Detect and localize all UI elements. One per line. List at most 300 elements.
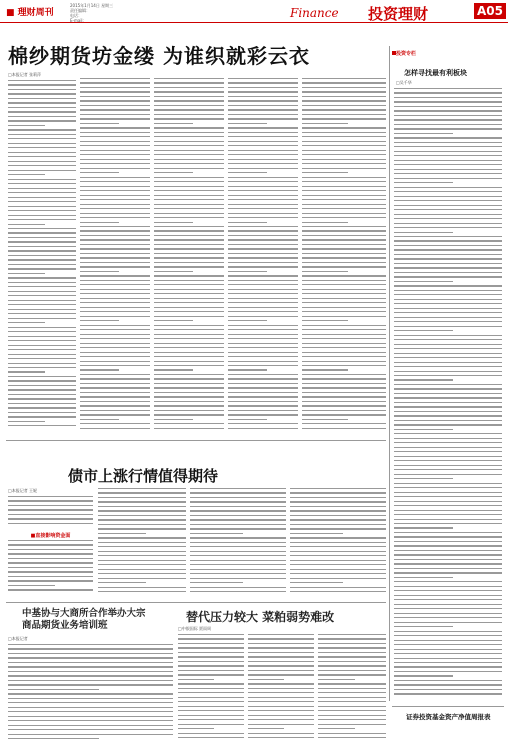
text-line <box>394 666 502 667</box>
text-line <box>8 286 76 287</box>
text-line <box>228 302 298 303</box>
text-line <box>228 428 298 429</box>
text-line <box>8 138 76 139</box>
text-line <box>394 384 502 385</box>
text-line <box>302 396 386 397</box>
text-line <box>8 304 76 305</box>
text-line <box>248 634 314 635</box>
text-line <box>228 316 298 317</box>
text-line <box>394 675 453 676</box>
text-line <box>190 542 286 543</box>
text-line <box>394 635 502 636</box>
text-line <box>394 406 502 407</box>
text-line <box>154 378 224 379</box>
text-line <box>302 378 386 379</box>
text-line <box>394 178 502 179</box>
text-line <box>302 123 348 124</box>
text-line <box>8 282 76 283</box>
text-line <box>228 141 298 142</box>
text-line <box>190 510 286 511</box>
text-line <box>98 501 186 502</box>
text-line <box>98 524 186 525</box>
text-line <box>80 271 119 272</box>
text-line <box>8 680 173 681</box>
text-line <box>178 647 244 648</box>
text-line <box>80 347 150 348</box>
text-line <box>98 492 186 493</box>
text-line <box>394 142 502 143</box>
text-line <box>394 653 502 654</box>
text-line <box>228 78 298 79</box>
text-line <box>154 159 224 160</box>
text-line <box>394 568 502 569</box>
text-line <box>190 582 243 583</box>
text-line <box>394 285 502 286</box>
text-line <box>318 652 386 653</box>
article2-author: □本报记者 王妮 <box>8 488 38 493</box>
text-line <box>302 172 348 173</box>
text-line <box>8 268 76 269</box>
text-line <box>290 582 343 583</box>
text-line <box>154 244 224 245</box>
email-line: E-mail： <box>70 18 87 23</box>
text-line <box>154 168 224 169</box>
text-line <box>302 352 386 353</box>
text-line <box>394 397 502 398</box>
text-line <box>98 546 186 547</box>
text-line <box>80 199 150 200</box>
text-line <box>394 110 502 111</box>
text-line <box>394 460 502 461</box>
text-line <box>8 412 76 413</box>
text-line <box>154 114 224 115</box>
text-line <box>154 199 224 200</box>
text-line <box>302 91 386 92</box>
text-line <box>302 168 386 169</box>
text-line <box>154 186 224 187</box>
text-line <box>8 224 45 225</box>
text-line <box>178 737 244 738</box>
text-line <box>290 519 386 520</box>
text-line <box>394 671 502 672</box>
text-line <box>248 724 314 725</box>
text-line <box>178 701 244 702</box>
text-line <box>394 119 502 120</box>
text-line <box>8 345 76 346</box>
text-line <box>80 257 150 258</box>
text-line <box>228 150 298 151</box>
text-line <box>394 581 502 582</box>
text-line <box>290 555 386 556</box>
text-line <box>8 179 76 180</box>
text-line <box>228 289 298 290</box>
text-line <box>394 218 502 219</box>
text-line <box>394 680 502 681</box>
text-line <box>154 204 224 205</box>
text-line <box>154 329 224 330</box>
text-line <box>154 127 224 128</box>
text-line <box>190 501 286 502</box>
text-line <box>302 369 348 370</box>
text-line <box>154 248 224 249</box>
text-line <box>394 631 502 632</box>
text-line <box>394 236 502 237</box>
text-line <box>394 550 502 551</box>
text-line <box>8 738 99 739</box>
text-line <box>178 679 214 680</box>
text-line <box>80 428 150 429</box>
text-line <box>394 388 502 389</box>
text-line <box>178 706 244 707</box>
text-line <box>248 701 314 702</box>
column-title: 怎样寻找最有利板块 <box>404 69 467 77</box>
text-line <box>98 533 146 534</box>
text-line <box>154 163 224 164</box>
text-line <box>80 293 150 294</box>
text-line <box>248 737 314 738</box>
text-line <box>290 488 386 489</box>
text-line <box>80 154 150 155</box>
text-line <box>248 656 314 657</box>
text-line <box>8 277 76 278</box>
text-line <box>228 338 298 339</box>
text-line <box>290 515 386 516</box>
text-line <box>394 501 502 502</box>
text-line <box>8 125 45 126</box>
text-line <box>154 150 224 151</box>
text-line <box>154 374 224 375</box>
text-line <box>228 239 298 240</box>
text-line <box>8 147 76 148</box>
text-line <box>394 599 502 600</box>
text-line <box>302 114 386 115</box>
text-line <box>8 210 76 211</box>
text-line <box>318 724 386 725</box>
text-line <box>178 719 244 720</box>
text-line <box>394 254 502 255</box>
text-line <box>394 429 453 430</box>
text-line <box>80 186 150 187</box>
text-line <box>8 585 55 586</box>
text-line <box>394 492 502 493</box>
text-line <box>394 527 453 528</box>
text-line <box>80 361 150 362</box>
text-line <box>8 336 76 337</box>
text-line <box>154 396 224 397</box>
text-line <box>154 423 224 424</box>
text-line <box>302 244 386 245</box>
text-line <box>8 666 173 667</box>
text-line <box>8 425 76 426</box>
text-line <box>154 289 224 290</box>
text-line <box>80 410 150 411</box>
text-line <box>8 295 76 296</box>
text-line <box>394 474 502 475</box>
text-line <box>394 88 502 89</box>
text-line <box>394 536 502 537</box>
article1-column-2 <box>80 78 150 435</box>
text-line <box>394 617 502 618</box>
text-line <box>394 155 502 156</box>
text-line <box>154 284 224 285</box>
text-line <box>8 725 173 726</box>
text-line <box>80 222 119 223</box>
text-line <box>154 365 224 366</box>
text-line <box>80 244 150 245</box>
text-line <box>154 369 193 370</box>
text-line <box>80 414 150 415</box>
text-line <box>8 662 173 663</box>
text-line <box>154 217 224 218</box>
text-line <box>154 172 193 173</box>
article3-body <box>8 644 173 744</box>
text-line <box>8 689 99 690</box>
text-line <box>394 572 502 573</box>
text-line <box>8 313 76 314</box>
text-line <box>248 674 314 675</box>
text-line <box>394 205 502 206</box>
text-line <box>318 661 386 662</box>
text-line <box>8 183 76 184</box>
text-line <box>8 246 76 247</box>
text-line <box>290 501 386 502</box>
text-line <box>154 154 224 155</box>
text-line <box>228 334 298 335</box>
column-author: □吴千华 <box>396 80 412 85</box>
text-line <box>178 661 244 662</box>
text-line <box>302 127 386 128</box>
text-line <box>394 335 502 336</box>
text-line <box>190 519 286 520</box>
text-line <box>190 488 286 489</box>
text-line <box>302 329 386 330</box>
text-line <box>80 401 150 402</box>
text-line <box>228 186 298 187</box>
text-line <box>98 519 186 520</box>
text-line <box>8 702 173 703</box>
text-line <box>80 168 150 169</box>
text-line <box>8 174 45 175</box>
text-line <box>394 608 502 609</box>
article3-author: □本报记者 <box>8 636 28 641</box>
text-line <box>154 392 224 393</box>
text-line <box>154 145 224 146</box>
text-line <box>302 275 386 276</box>
text-line <box>8 398 76 399</box>
text-line <box>80 136 150 137</box>
text-line <box>154 190 224 191</box>
text-line <box>394 258 502 259</box>
text-line <box>154 419 193 420</box>
text-line <box>8 648 173 649</box>
section-separator-2 <box>6 602 386 603</box>
text-line <box>190 573 286 574</box>
text-line <box>190 533 243 534</box>
text-line <box>394 586 502 587</box>
text-line <box>154 109 224 110</box>
text-line <box>178 710 244 711</box>
text-line <box>8 549 93 550</box>
text-line <box>318 638 386 639</box>
text-line <box>154 311 224 312</box>
text-line <box>394 371 502 372</box>
text-line <box>394 693 502 694</box>
text-line <box>80 329 150 330</box>
text-line <box>154 257 224 258</box>
text-line <box>8 188 76 189</box>
text-line <box>80 109 150 110</box>
text-line <box>228 329 298 330</box>
text-line <box>228 284 298 285</box>
text-line <box>228 275 298 276</box>
text-line <box>228 217 298 218</box>
text-line <box>228 347 298 348</box>
text-line <box>178 728 214 729</box>
text-line <box>302 392 386 393</box>
text-line <box>80 226 150 227</box>
text-line <box>8 644 173 645</box>
text-line <box>228 145 298 146</box>
text-line <box>8 331 76 332</box>
text-line <box>302 257 386 258</box>
text-line <box>80 150 150 151</box>
text-line <box>228 235 298 236</box>
text-line <box>394 514 502 515</box>
text-line <box>394 312 502 313</box>
text-line <box>302 374 386 375</box>
text-line <box>394 523 502 524</box>
text-line <box>228 181 298 182</box>
text-line <box>290 560 386 561</box>
text-line <box>290 537 386 538</box>
text-line <box>228 127 298 128</box>
text-line <box>302 302 386 303</box>
text-line <box>394 232 453 233</box>
text-line <box>394 411 502 412</box>
text-line <box>154 141 224 142</box>
text-line <box>8 693 173 694</box>
text-line <box>80 262 150 263</box>
text-line <box>394 415 502 416</box>
text-line <box>154 100 224 101</box>
text-line <box>228 374 298 375</box>
text-line <box>394 106 502 107</box>
text-line <box>178 656 244 657</box>
text-line <box>290 546 386 547</box>
text-line <box>394 209 502 210</box>
text-line <box>154 78 224 79</box>
text-line <box>394 173 502 174</box>
text-line <box>8 553 93 554</box>
text-line <box>302 248 386 249</box>
text-line <box>394 339 502 340</box>
text-line <box>80 419 119 420</box>
text-line <box>302 387 386 388</box>
text-line <box>290 492 386 493</box>
text-line <box>80 387 150 388</box>
text-line <box>80 132 150 133</box>
text-line <box>8 380 76 381</box>
text-line <box>228 280 298 281</box>
text-line <box>80 280 150 281</box>
text-line <box>154 177 224 178</box>
text-line <box>394 267 502 268</box>
text-line <box>394 545 502 546</box>
text-line <box>154 428 224 429</box>
text-line <box>8 192 76 193</box>
text-line <box>8 657 173 658</box>
text-line <box>154 275 224 276</box>
text-line <box>290 573 386 574</box>
text-line <box>394 644 502 645</box>
text-line <box>394 348 502 349</box>
text-line <box>80 320 119 321</box>
text-line <box>394 622 502 623</box>
text-line <box>318 706 386 707</box>
text-line <box>394 393 502 394</box>
text-line <box>228 118 298 119</box>
text-line <box>302 320 348 321</box>
section-title-en: Finance <box>290 6 339 20</box>
text-line <box>154 87 224 88</box>
text-line <box>80 266 150 267</box>
text-line <box>394 344 502 345</box>
text-line <box>80 352 150 353</box>
text-line <box>190 578 286 579</box>
text-line <box>394 115 502 116</box>
text-line <box>80 127 150 128</box>
text-line <box>8 161 76 162</box>
text-line <box>80 100 150 101</box>
text-line <box>394 433 502 434</box>
text-line <box>302 230 386 231</box>
text-line <box>302 289 386 290</box>
text-line <box>154 262 224 263</box>
newspaper-logo: ■ 理财周刊 <box>6 8 54 18</box>
text-line <box>154 316 224 317</box>
text-line <box>394 684 502 685</box>
text-line <box>228 325 298 326</box>
article2-column-1a <box>8 496 93 528</box>
text-line <box>228 105 298 106</box>
text-line <box>302 217 386 218</box>
text-line <box>8 367 76 368</box>
text-line <box>154 302 224 303</box>
text-line <box>8 152 76 153</box>
text-line <box>80 253 150 254</box>
text-line <box>302 136 386 137</box>
text-line <box>178 670 244 671</box>
text-line <box>154 181 224 182</box>
text-line <box>8 496 93 497</box>
text-line <box>8 102 76 103</box>
text-line <box>248 710 314 711</box>
column-body <box>394 88 502 700</box>
text-line <box>154 213 224 214</box>
text-line <box>302 423 386 424</box>
text-line <box>8 385 76 386</box>
text-line <box>98 582 146 583</box>
text-line <box>302 78 386 79</box>
text-line <box>98 564 186 565</box>
text-line <box>394 438 502 439</box>
text-line <box>228 190 298 191</box>
text-line <box>228 266 298 267</box>
text-line <box>8 273 45 274</box>
text-line <box>8 300 76 301</box>
text-line <box>178 688 244 689</box>
text-line <box>228 244 298 245</box>
